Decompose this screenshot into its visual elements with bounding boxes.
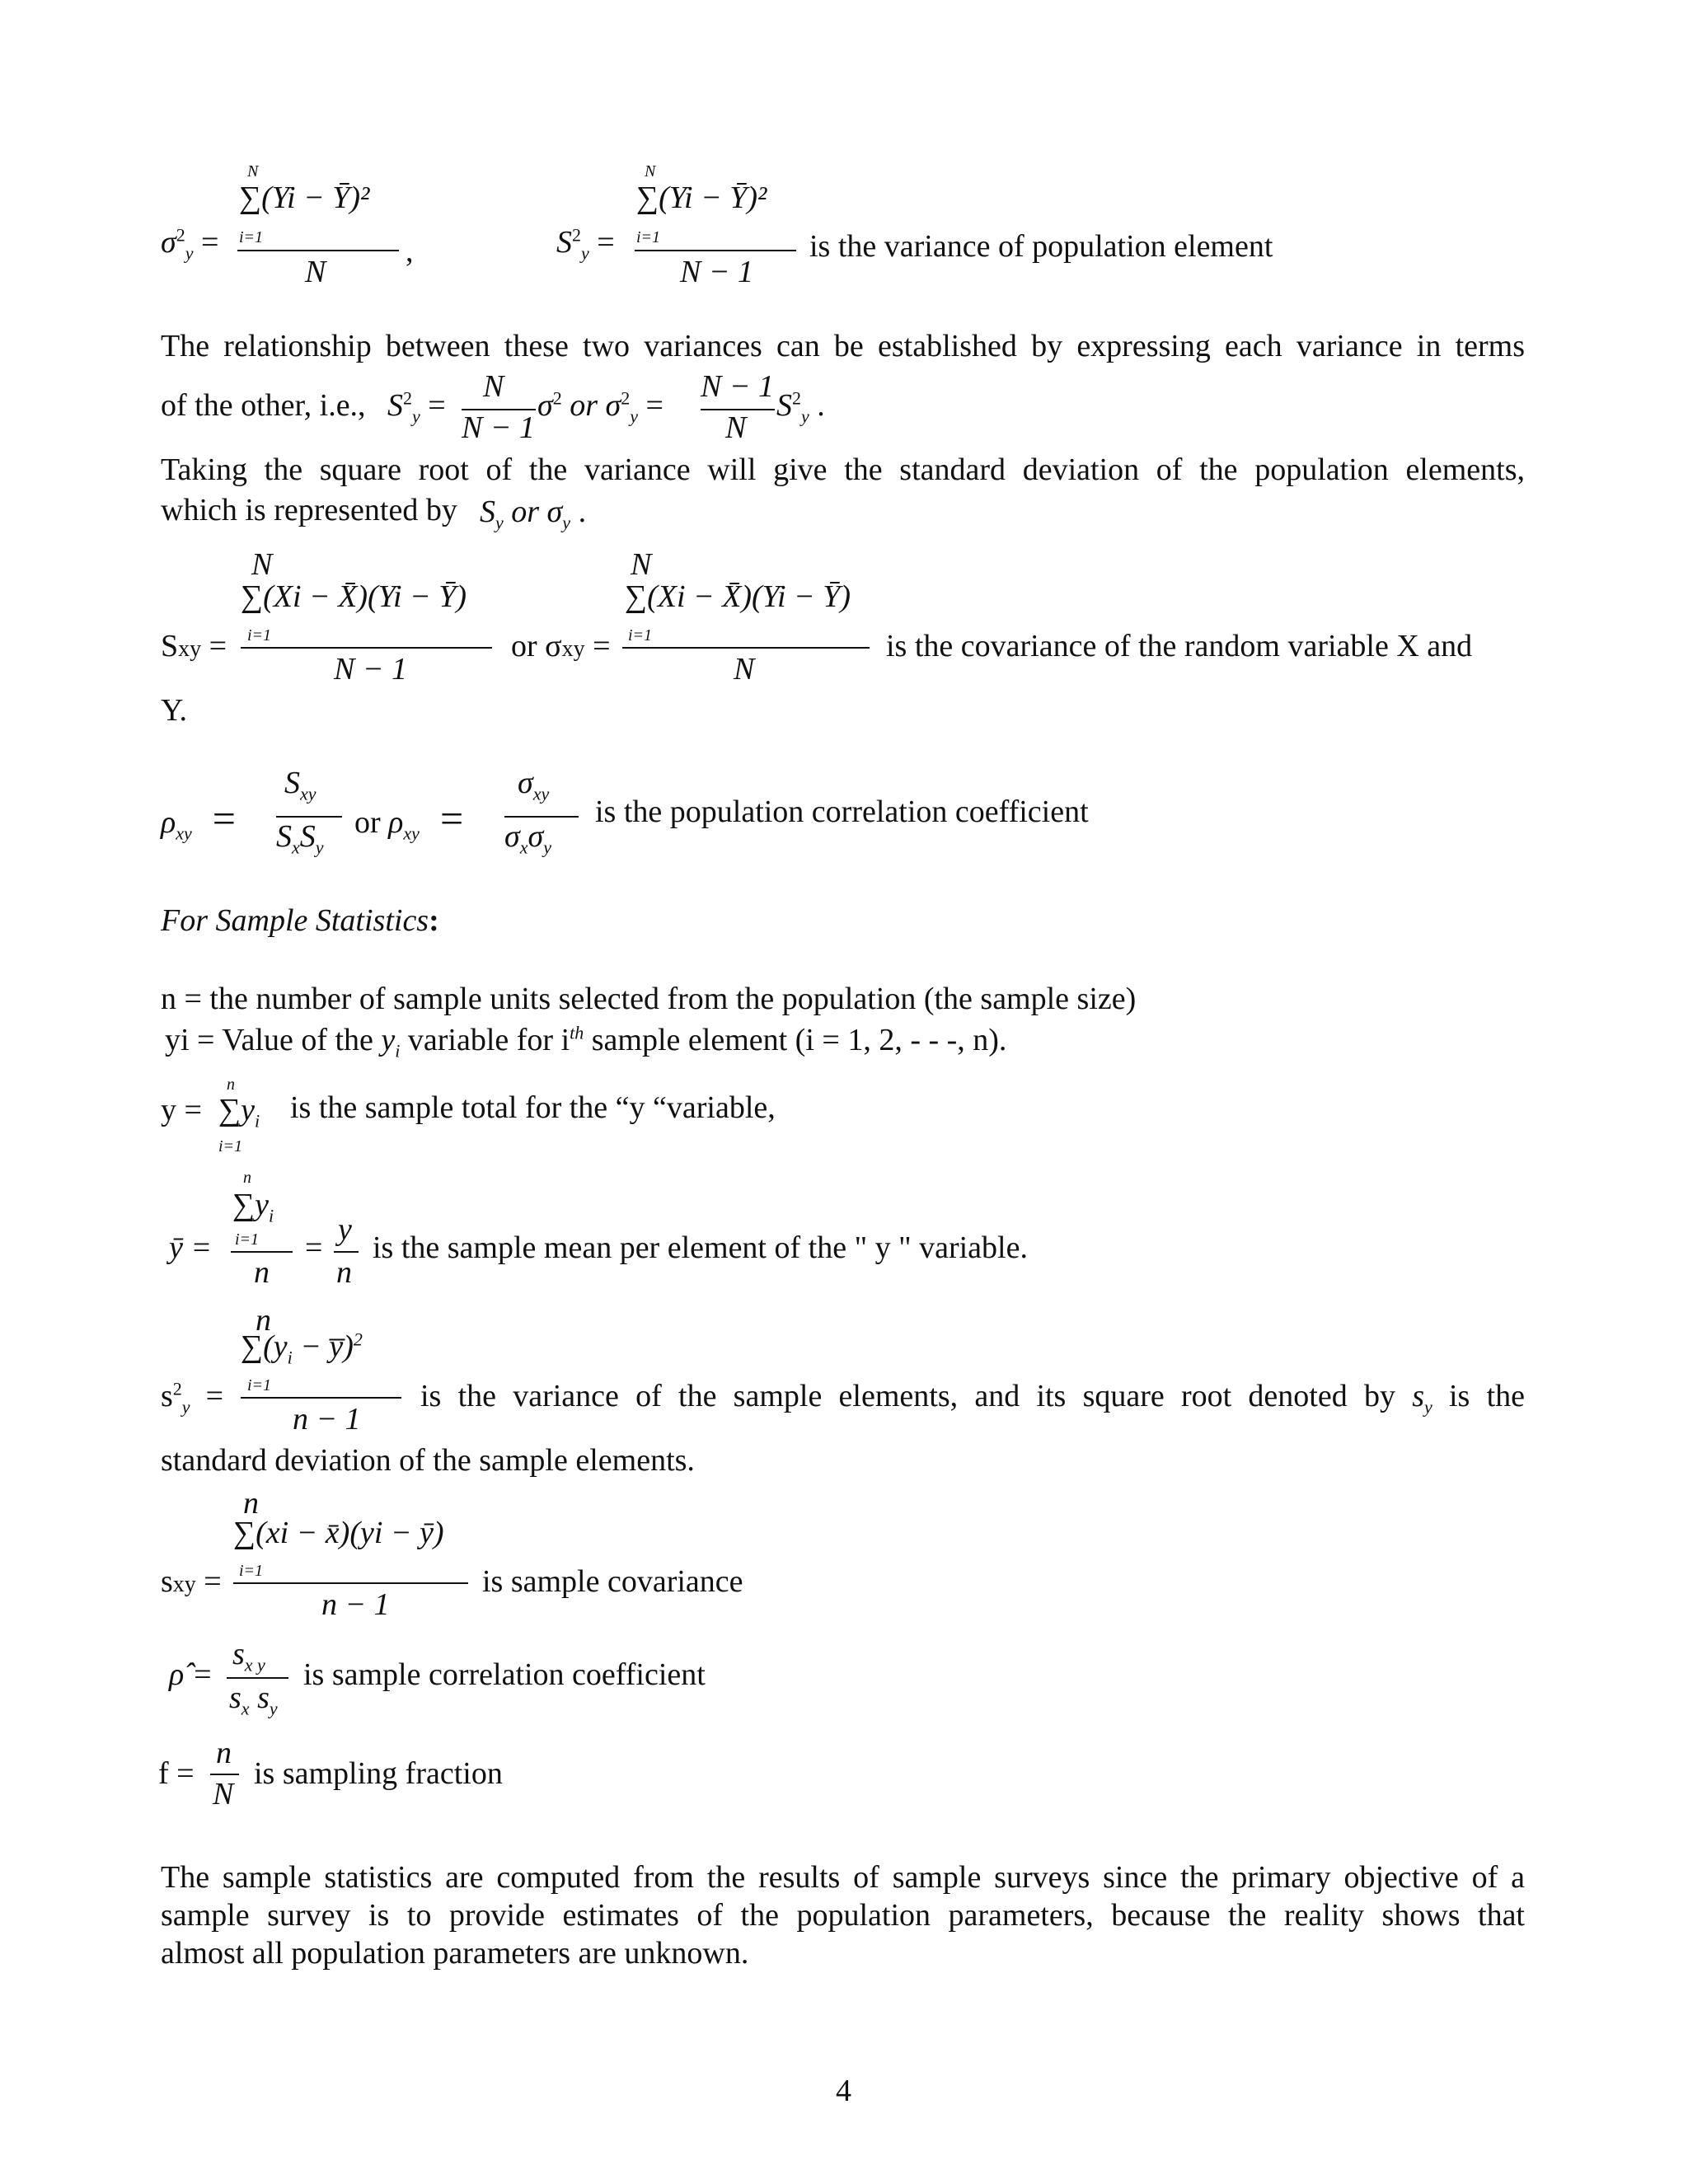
relationship-line-2-prefix: of the other, i.e., [161, 388, 366, 423]
ybar-denominator-2: n [336, 1255, 352, 1290]
rel-fraction2-num: N − 1 [701, 369, 774, 404]
cov-or: or σxy = [511, 629, 611, 663]
ybar-numerator: $\sum y_i$ [232, 1188, 274, 1226]
ybar-upper: n [243, 1169, 251, 1187]
cov-denominator: N − 1 [334, 652, 407, 687]
rho-or: or $\rho_{xy}$ = [354, 795, 464, 844]
sxy-description: is sample covariance [482, 1564, 743, 1599]
f1-upper-limit: N [247, 162, 259, 180]
f-denominator: N [213, 1777, 234, 1811]
rhohat-lhs: ρ̂ = [169, 1657, 213, 1692]
ybar-lhs: ȳ = [169, 1230, 213, 1265]
f1-denominator: N [305, 255, 326, 289]
cov-numerator: ∑(Xi − X̄)(Yi − Ȳ) [241, 579, 467, 614]
rho-lhs: $\rho_{xy}$ = [161, 795, 236, 844]
ybar-numerator-2: y [338, 1212, 352, 1247]
page-number: 4 [836, 2074, 851, 2108]
sxy-fraction-bar [233, 1582, 468, 1584]
ybar-fraction-bar [231, 1251, 293, 1253]
rhohat-fraction-bar [227, 1677, 288, 1679]
y-total-upper: n [227, 1076, 235, 1094]
ybar-denominator: n [254, 1255, 270, 1290]
cov2-denominator: N [734, 652, 755, 687]
sxy-lhs: sxy = [161, 1564, 222, 1599]
y-total-lower: i=1 [218, 1137, 243, 1155]
ybar-description: is the sample mean per element of the " y " variable. [373, 1230, 1028, 1265]
f1-comma: , [406, 234, 414, 269]
f2-description: is the variance of population element [809, 229, 1273, 264]
sxy-denominator: n − 1 [321, 1587, 390, 1622]
ybar-fraction-bar-2 [334, 1251, 359, 1253]
sxy-upper: n [243, 1486, 259, 1521]
f2-numerator: ∑(Yi − Ȳ)² [636, 180, 767, 215]
s2-lower: i=1 [247, 1376, 272, 1394]
f-lhs: f = [158, 1756, 195, 1791]
rho-description: is the population correlation coefficient [595, 794, 1089, 829]
rhohat-description: is sample correlation coefficient [303, 1657, 706, 1692]
cov2-fraction-bar [622, 647, 870, 649]
relationship-line-1: The relationship between these two variances can be established by expressing each variance in terms [161, 329, 1525, 363]
yi-definition: yi = Value of the $y_i$ variable for $i^{th}$ sample element (i = 1, 2, - - -, n). [165, 1022, 1007, 1062]
s2-lhs: $s^2_y$ = [161, 1378, 223, 1418]
s2-description-line-2: standard deviation of the sample elements. [161, 1443, 695, 1478]
ybar-equals: = [305, 1230, 323, 1265]
rel-s2y: $S^2_y$ = [387, 387, 446, 427]
cov-fraction-bar [241, 647, 492, 649]
sxy-lower: i=1 [239, 1562, 264, 1580]
rhohat-numerator: $s_{x y}$ [232, 1637, 265, 1675]
s2-denominator: n − 1 [293, 1402, 361, 1436]
cov-lhs: Sxy = [161, 629, 227, 663]
s-variance-lhs: $S^2_y$ = [556, 224, 615, 264]
final-paragraph: The sample statistics are computed from the results of sample surveys since the primary objective of a sample survey is to provide estimates of the population parameters, because the reality shows that almost all population parameters are unknown. [161, 1860, 1525, 1971]
y-total-lhs: y = [161, 1093, 202, 1127]
f2-upper-limit: N [645, 162, 656, 180]
rho-fraction-bar [276, 816, 342, 818]
f-fraction-bar [210, 1774, 239, 1775]
sigma-variance-lhs: $\sigma^2_y$ = [161, 224, 219, 264]
sample-statistics-heading: For Sample Statistics: [161, 903, 439, 938]
rhohat-denominator: $s_x$ $s_y$ [229, 1680, 278, 1719]
f1-fraction-bar [237, 250, 399, 251]
s2-numerator: $\sum(y_i$ − y̅)$^2$ [241, 1329, 363, 1368]
sxy-numerator: ∑(xi − x̄)(yi − ȳ) [233, 1516, 444, 1550]
y-total-description: is the sample total for the “y “variable, [290, 1090, 776, 1125]
s2-fraction-bar [241, 1397, 401, 1399]
cov2-upper-limit: N [631, 547, 652, 582]
cov-lower-limit: i=1 [247, 626, 272, 644]
cov-description-end: Y. [161, 693, 188, 728]
f2-fraction-bar [635, 250, 796, 251]
f2-lower-limit: i=1 [636, 228, 661, 246]
rel-fraction2-den: N [725, 410, 747, 445]
rho2-denominator: $\sigma_x\sigma_y$ [504, 819, 552, 858]
s2-upper: n [256, 1303, 271, 1338]
cov2-lower-limit: i=1 [628, 626, 653, 644]
ybar-lower: i=1 [235, 1230, 260, 1249]
rho2-fraction-bar [504, 816, 579, 818]
rho2-numerator: $\sigma_{xy}$ [518, 766, 550, 804]
sqrt-symbols: $S_y$ or $\sigma_y$ . [480, 494, 587, 533]
rel-fraction1-num: N [483, 369, 504, 404]
f-description: is sampling fraction [254, 1756, 503, 1791]
f-numerator: n [216, 1736, 232, 1770]
cov-description: is the covariance of the random variable X and [886, 629, 1473, 663]
f1-lower-limit: i=1 [239, 228, 264, 246]
rho-denominator: $S_xS_y$ [276, 819, 324, 858]
n-definition: n = the number of sample units selected from the population (the sample size) [161, 982, 1137, 1016]
f1-numerator: ∑(Yi − Ȳ)² [239, 180, 370, 215]
sqrt-line-2: which is represented by [161, 493, 457, 527]
rel-fraction1-den: N − 1 [462, 410, 535, 445]
f2-denominator: N − 1 [680, 255, 753, 289]
cov2-numerator: ∑(Xi − X̄)(Yi − Ȳ) [625, 579, 851, 614]
rel-sigma-or: $\sigma^2$ or $\sigma^2_y$ = [537, 387, 663, 427]
rel-s2y-end: $S^2_y$ . [776, 387, 825, 427]
cov-upper-limit: N [251, 547, 273, 582]
s2-description: is the variance of the sample elements, and its square root denoted by $s_y$ is the [420, 1379, 1526, 1418]
sqrt-line-1: Taking the square root of the variance will give the standard deviation of the population elements, [161, 452, 1525, 487]
y-total-sum: $\sum y_i$ [218, 1093, 260, 1132]
rho-numerator: $S_{xy}$ [284, 766, 316, 804]
